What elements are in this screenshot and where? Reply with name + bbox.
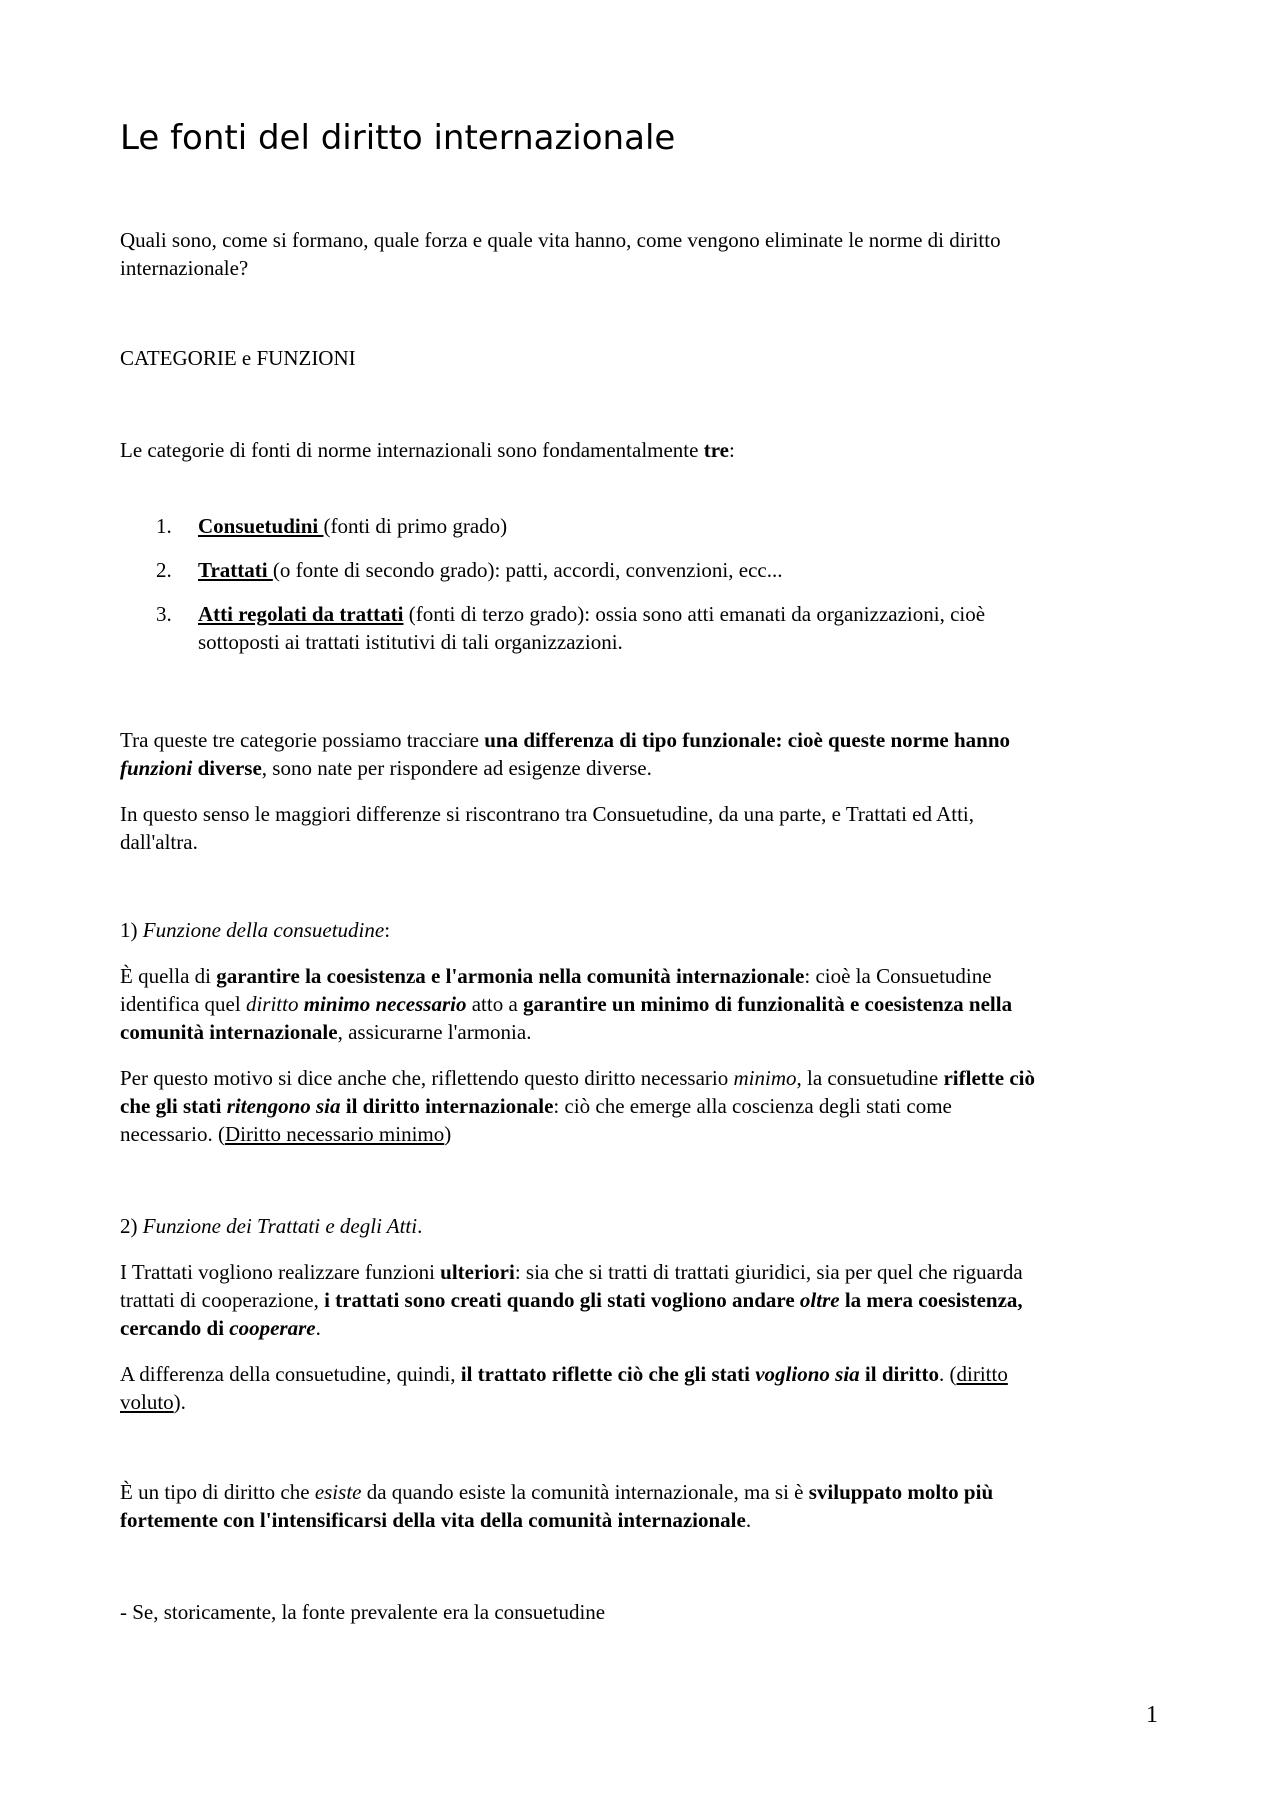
paragraph-a-differenza: A differenza della consuetudine, quindi, il trattato riflette ciò che gli stati vogliono sia il diritto. (diritto voluto). xyxy=(120,1362,1008,1414)
diritto-necessario-minimo: Diritto necessario minimo xyxy=(224,1122,445,1146)
diritto-voluto: voluto xyxy=(120,1390,174,1414)
page-title: Le fonti del diritto internazionale xyxy=(120,118,676,158)
subheading-consuetudine: 1) Funzione della consuetudine: xyxy=(120,918,391,942)
subheading-trattati: 2) Funzione dei Trattati e degli Atti. xyxy=(120,1214,423,1238)
paragraph-tipo-di-diritto: È un tipo di diritto che esiste da quando esiste la comunità internazionale, ma si è sviluppato molto più fortemente con l'intensificarsi della vita della comunità internazionale. xyxy=(120,1480,994,1532)
paragraph-funzione-trattati: I Trattati vogliono realizzare funzioni ulteriori: sia che si tratti di trattati giuridici, sia per quel che riguarda trattati di cooperazione, i trattati sono creati quando gli stati vogliono andare oltre la mera coesistenza, cercando di cooperare. xyxy=(120,1260,1023,1340)
page-number: 1 xyxy=(1146,1702,1158,1728)
categories-intro: Le categorie di fonti di norme internazionali sono fondamentalmente tre: xyxy=(120,438,735,462)
section-heading: CATEGORIE e FUNZIONI xyxy=(120,346,356,370)
paragraph-in-questo-senso: In questo senso le maggiori differenze si riscontrano tra Consuetudine, da una parte, e Trattati ed Atti, dall'altra. xyxy=(120,802,974,854)
intro-paragraph: Quali sono, come si formano, quale forza e quale vita hanno, come vengono eliminate le norme di diritto internazionale? xyxy=(120,228,1001,280)
paragraph-storicamente: - Se, storicamente, la fonte prevalente era la consuetudine xyxy=(120,1600,606,1624)
paragraph-per-questo-motivo: Per questo motivo si dice anche che, riflettendo questo diritto necessario minimo, la consuetudine riflette ciò che gli stati ritengono sia il diritto internazionale: ciò che emerge alla coscienza degli stati come necessario. (Diritto necessario minimo) xyxy=(120,1066,1035,1146)
paragraph-differenza-funzionale: Tra queste tre categorie possiamo tracciare una differenza di tipo funzionale: cioè queste norme hanno funzioni diverse, sono nate per rispondere ad esigenze diverse. xyxy=(120,728,1011,780)
document-page: Le fonti del diritto internazionale Quali sono, come si formano, quale forza e quale vita hanno, come vengono eliminate le norme di diritto internazionale? CATEGORIE e FUNZIONI Le categorie di fonti di norme internazionali sono fondamentalmente tre: 1. Consuetudini (fonti di primo grado) 2. Trattati (o fonte di secondo grado): patti, accordi, convenzioni, ecc... 3. Atti regolati da trattati (fonti di terzo grado): ossia sono atti emanati da organizzazioni, cioè sottoposti ai trattati istitutivi di tali organizzazioni. Tra queste tre categorie possiamo tracciare una differenza di tipo funzionale: cioè queste norme hanno funzioni diverse, sono nate per rispondere ad esigenze diverse. In questo senso le maggiori differenze si riscontrano tra Consuetudine, da una parte, e Trattati ed Atti, dall'altra. 1) Funzione della consuetudine: È quella di garantire la coesistenza e l'armonia nella comunità internazionale: cioè la Consuetudine identifica quel diritto minimo necessario atto a garantire un minimo di funzionalità e coesistenza nella comunità internazionale, assicurarne l'armonia. Per questo motivo si dice anche che, riflettendo questo diritto necessario minimo, la consuetudine riflette ciò che gli stati ritengono sia il diritto internazionale: ciò che emerge alla coscienza degli stati come necessario. (Diritto necessario minimo) 2) Funzione dei Trattati e degli Atti. I Trattati vogliono realizzare funzioni ulteriori: sia che si tratti di trattati giuridici, sia per quel che riguarda trattati di cooperazione, i trattati sono creati quando gli stati vogliono andare oltre la mera coesistenza, cercando di cooperare. A differenza della consuetudine, quindi, il trattato riflette ciò che gli stati vogliono sia il diritto. (diritto voluto). È un tipo di diritto che esiste da quando esiste la comunità internazionale, ma si è sviluppato molto più fortemente con l'intensificarsi della vita della comunità internazionale. - Se, storicamente, la fonte prevalente era la consuetudine 1 xyxy=(120,118,1158,1728)
paragraph-funzione-consuetudine: È quella di garantire la coesistenza e l'armonia nella comunità internazionale: cioè la Consuetudine identifica quel diritto minimo necessario atto a garantire un minimo di funzionalità e coesistenza nella comunità internazionale, assicurarne l'armonia. xyxy=(120,964,1013,1044)
